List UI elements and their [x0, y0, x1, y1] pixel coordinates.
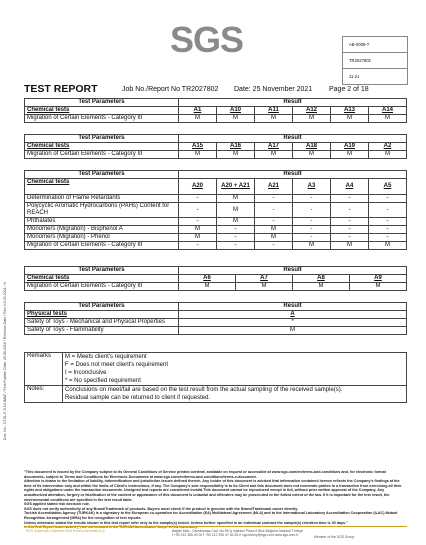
report-number: Job No./Report No TR2027802: [122, 86, 219, 93]
result-cell: M: [369, 151, 407, 159]
result-cell: M: [350, 283, 407, 291]
result-cell: -: [369, 195, 407, 203]
result-cell: M: [217, 203, 255, 218]
result-cell: M: [217, 151, 255, 159]
sample-column-header: A17: [255, 143, 293, 151]
address-line: Bağlar Mah., Osmanpaşa Cad. No:95 İş İstanbul Plaza 5 Blok Bağcılar İstanbul Türkiye: [172, 529, 303, 533]
company-name: SGS Supervise Gözetme Etüd Kontrol Servisleri A.Ş.: [26, 529, 106, 533]
report-date: Date: 25 November 2021: [234, 86, 313, 93]
test-name: Migration of Certain Elements - Category III: [25, 151, 179, 159]
result-cell: M: [179, 234, 217, 242]
chemical-tests-label: Chemical tests: [25, 275, 179, 283]
result-cell: -: [293, 218, 331, 226]
result-cell: -: [293, 203, 331, 218]
result-cell: -: [331, 203, 369, 218]
result-cell: M: [255, 226, 293, 234]
sample-column-header: A6: [179, 275, 236, 283]
result-cell: M: [179, 283, 236, 291]
result-cell: M: [255, 234, 293, 242]
result-cell: -: [255, 242, 293, 250]
sample-column-header: A18: [293, 143, 331, 151]
result-cell: M: [293, 242, 331, 250]
sample-column-header: A20: [179, 179, 217, 195]
result-cell: -: [217, 242, 255, 250]
result-header: Result: [179, 99, 407, 107]
result-cell: -: [331, 234, 369, 242]
sample-column-header: A21: [255, 179, 293, 195]
table-row: [25, 319, 407, 327]
test-name: Phthalates: [25, 218, 179, 226]
table-row: [25, 195, 407, 203]
result-cell: -: [179, 218, 217, 226]
result-cell: M: [179, 226, 217, 234]
table-row: [25, 218, 407, 226]
sample-column-header: A8: [293, 275, 350, 283]
result-cell: -: [331, 226, 369, 234]
footer-paragraph: Attention is drawn to the limitation of liability, indemnification and jurisdiction issues defined therein. Any holder of this document is advised that information contained hereon reflects the Company's findings at the time of its intervention only and within the limits of Client's instructions, if any. The Company's sole responsibility is to its Client and this document does not exonerate parties to a transaction from exercising all their rights and obligations under the transaction documents. Unsigned test reports are considered invalid.This document cannot be reproduced except in full, without prior written approval of the Company. Any unauthorized alteration, forgery or falsification of the content or appearance of this document is unlawful and offenders may be prosecuted to the fullest extent of the law. If it is important for the test result, the environmental conditions are specified in the test result table.: [24, 479, 402, 502]
result-cell: -: [331, 195, 369, 203]
sample-column-header: A10: [217, 107, 255, 115]
report-title: TEST REPORT: [24, 83, 98, 95]
sample-column-header: A7: [236, 275, 293, 283]
result-cell: -: [369, 218, 407, 226]
result-cell: -: [255, 218, 293, 226]
sample-column-header: A16: [217, 143, 255, 151]
company-address-bar: [24, 526, 407, 539]
address-line: t +90 212 368 40 00 f +90 212 296 47 82-83 e sgs.turkey@sgs.com www.sgs.com.tr: [172, 533, 299, 537]
test-name: Safety of Toys - Mechanical and Physical Properties: [25, 319, 179, 327]
document-id-box: [342, 36, 408, 85]
table-row: [25, 115, 407, 123]
note-item: Conclusions on meet/fail are based on the test result from the actual sampling of the received sample(s).: [65, 387, 343, 393]
remarks-table: [24, 352, 407, 403]
sample-column-header: A13: [331, 107, 369, 115]
page-number: Page 2 of 18: [329, 86, 369, 93]
test-parameters-header: Test Parameters: [25, 135, 179, 143]
test-name: Migration of Certain Elements - Category III: [25, 115, 179, 123]
footer-paragraph: In this Test Report tests marked (*) are not included in the TURKAK Accreditation Scope of this Laboratory.: [24, 525, 198, 530]
legal-footer: [24, 470, 407, 530]
result-cell: M: [217, 115, 255, 123]
result-cell: M: [179, 327, 407, 335]
result-header: Result: [179, 267, 407, 275]
remark-item: F = Does not meet client's requirement: [65, 362, 169, 368]
sample-column-header: A: [179, 311, 407, 319]
result-header: Result: [179, 303, 407, 311]
result-cell: M: [331, 242, 369, 250]
test-parameters-header: Test Parameters: [25, 99, 179, 107]
notes-label: Notes:: [25, 386, 63, 403]
test-parameters-header: Test Parameters: [25, 303, 179, 311]
sample-column-header: A3: [293, 179, 331, 195]
remark-item: I = Inconclusive: [65, 370, 107, 376]
id-box-line: 11-21: [349, 74, 360, 79]
results-table-1: [24, 98, 407, 123]
table-row: [25, 234, 407, 242]
sample-column-header: A9: [350, 275, 407, 283]
document-control-text: Doc. No.: CTSL-F-5.10-IMAF / First Publish Date: 29.06.2016 / Revision Date / Rev 3.0 03.2021 / 6: [3, 282, 7, 440]
result-cell: -: [293, 226, 331, 234]
result-cell: -: [369, 203, 407, 218]
sample-column-header: A1: [179, 107, 217, 115]
result-cell: M: [293, 115, 331, 123]
sample-column-header: A4: [331, 179, 369, 195]
id-box-line: AB-0008-T: [343, 37, 407, 53]
result-cell: M: [236, 283, 293, 291]
result-cell: M: [331, 115, 369, 123]
remarks-label: Remarks: [25, 353, 63, 386]
id-box-line: TR2027802: [343, 53, 407, 69]
chemical-tests-label: Chemical tests: [25, 179, 179, 195]
footer-paragraph: "This document is issued by the Company subject to its General Conditions of Service printed overleaf, available on request or accessible at www.sgs.com/en/terms-and-conditions and, for electronic format documents, subject to Terms and Conditions for Electronic Documents at www.sgs.com/en/terms-and-conditions/terms-e-document.: [24, 470, 386, 479]
result-cell: -: [217, 226, 255, 234]
sample-column-header: A19: [331, 143, 369, 151]
results-table-4: [24, 266, 407, 291]
remark-item: * = No specified requirement: [65, 378, 141, 384]
test-name: Polycyclic Aromatic Hydrocarbons (PAHs) Content for REACH: [25, 203, 179, 218]
result-cell: M: [255, 151, 293, 159]
note-item: Residual sample can be returned to client if requested.: [65, 395, 211, 401]
results-table-2: [24, 134, 407, 159]
sample-column-header: A2: [369, 143, 407, 151]
sample-column-header: A20 + A21: [217, 179, 255, 195]
result-cell: *: [179, 319, 407, 327]
footer-paragraph: Turkish Accreditation Agency (TURKAK) is a signatory to the European co-operation for Accreditation (EA) Multilateral Agreement (MLA) and to the International Laboratory Accreditation Cooperation (ILAC) Mutual Recognition Arrangement (MRA) for the recognition of test reports.: [24, 511, 398, 520]
table-row: [25, 327, 407, 335]
result-cell: M: [293, 283, 350, 291]
footer-paragraph: SGS does not verify authenticity of any Brand/Trademark of products. Buyers must check if the product is genuine with the Brand/Trademark owner directly.: [24, 506, 299, 511]
result-cell: M: [217, 195, 255, 203]
result-cell: -: [255, 203, 293, 218]
test-name: Monomers (Migration) - Bisphenol A: [25, 226, 179, 234]
result-header: Result: [179, 135, 407, 143]
table-row: [25, 226, 407, 234]
result-cell: -: [369, 226, 407, 234]
result-cell: -: [179, 195, 217, 203]
test-name: Migration of Certain Elements - Category III: [25, 283, 179, 291]
sample-column-header: A5: [369, 179, 407, 195]
table-row: [25, 151, 407, 159]
remark-item: M = Meets client's requirement: [65, 354, 147, 360]
result-cell: M: [369, 242, 407, 250]
table-row: [25, 203, 407, 218]
table-row: [25, 283, 407, 291]
sample-column-header: A15: [179, 143, 217, 151]
sample-column-header: A11: [255, 107, 293, 115]
result-cell: M: [179, 115, 217, 123]
result-cell: M: [179, 151, 217, 159]
result-cell: -: [255, 195, 293, 203]
result-cell: -: [179, 242, 217, 250]
results-table-5: [24, 302, 407, 335]
sgs-logo: SGS: [170, 19, 244, 60]
footer-paragraph: SGS applied stated risk decision rule.: [24, 502, 90, 507]
sample-column-header: A14: [369, 107, 407, 115]
result-cell: -: [369, 234, 407, 242]
result-cell: -: [217, 234, 255, 242]
result-header: Result: [179, 171, 407, 179]
result-cell: M: [369, 115, 407, 123]
results-table-3: [24, 170, 407, 250]
test-parameters-header: Test Parameters: [25, 171, 179, 179]
company-address: [172, 529, 407, 537]
result-cell: M: [217, 218, 255, 226]
result-cell: M: [255, 115, 293, 123]
table-row: [25, 242, 407, 250]
test-parameters-header: Test Parameters: [25, 267, 179, 275]
result-cell: -: [293, 195, 331, 203]
result-cell: -: [179, 203, 217, 218]
chemical-tests-label: Chemical tests: [25, 143, 179, 151]
test-name: Safety of Toys - Flammability: [25, 327, 179, 335]
result-cell: M: [293, 151, 331, 159]
result-cell: -: [293, 234, 331, 242]
test-name: Monomers (Migration) - Phenol: [25, 234, 179, 242]
test-name: Determination of Flame Retardants: [25, 195, 179, 203]
test-name: Migration of Certain Elements - Category III: [25, 242, 179, 250]
result-cell: M: [331, 151, 369, 159]
footer-paragraph: Unless otherwise stated the results shown in this test report refer only to the sample(s) tested. Unless further specified in an individual contract the sample(s) retention time is 30 days.": [24, 520, 348, 525]
group-membership: Member of the SGS Group: [314, 535, 355, 539]
sample-column-header: A12: [293, 107, 331, 115]
result-cell: -: [331, 218, 369, 226]
physical-tests-label: Physical tests: [25, 311, 179, 319]
chemical-tests-label: Chemical tests: [25, 107, 179, 115]
